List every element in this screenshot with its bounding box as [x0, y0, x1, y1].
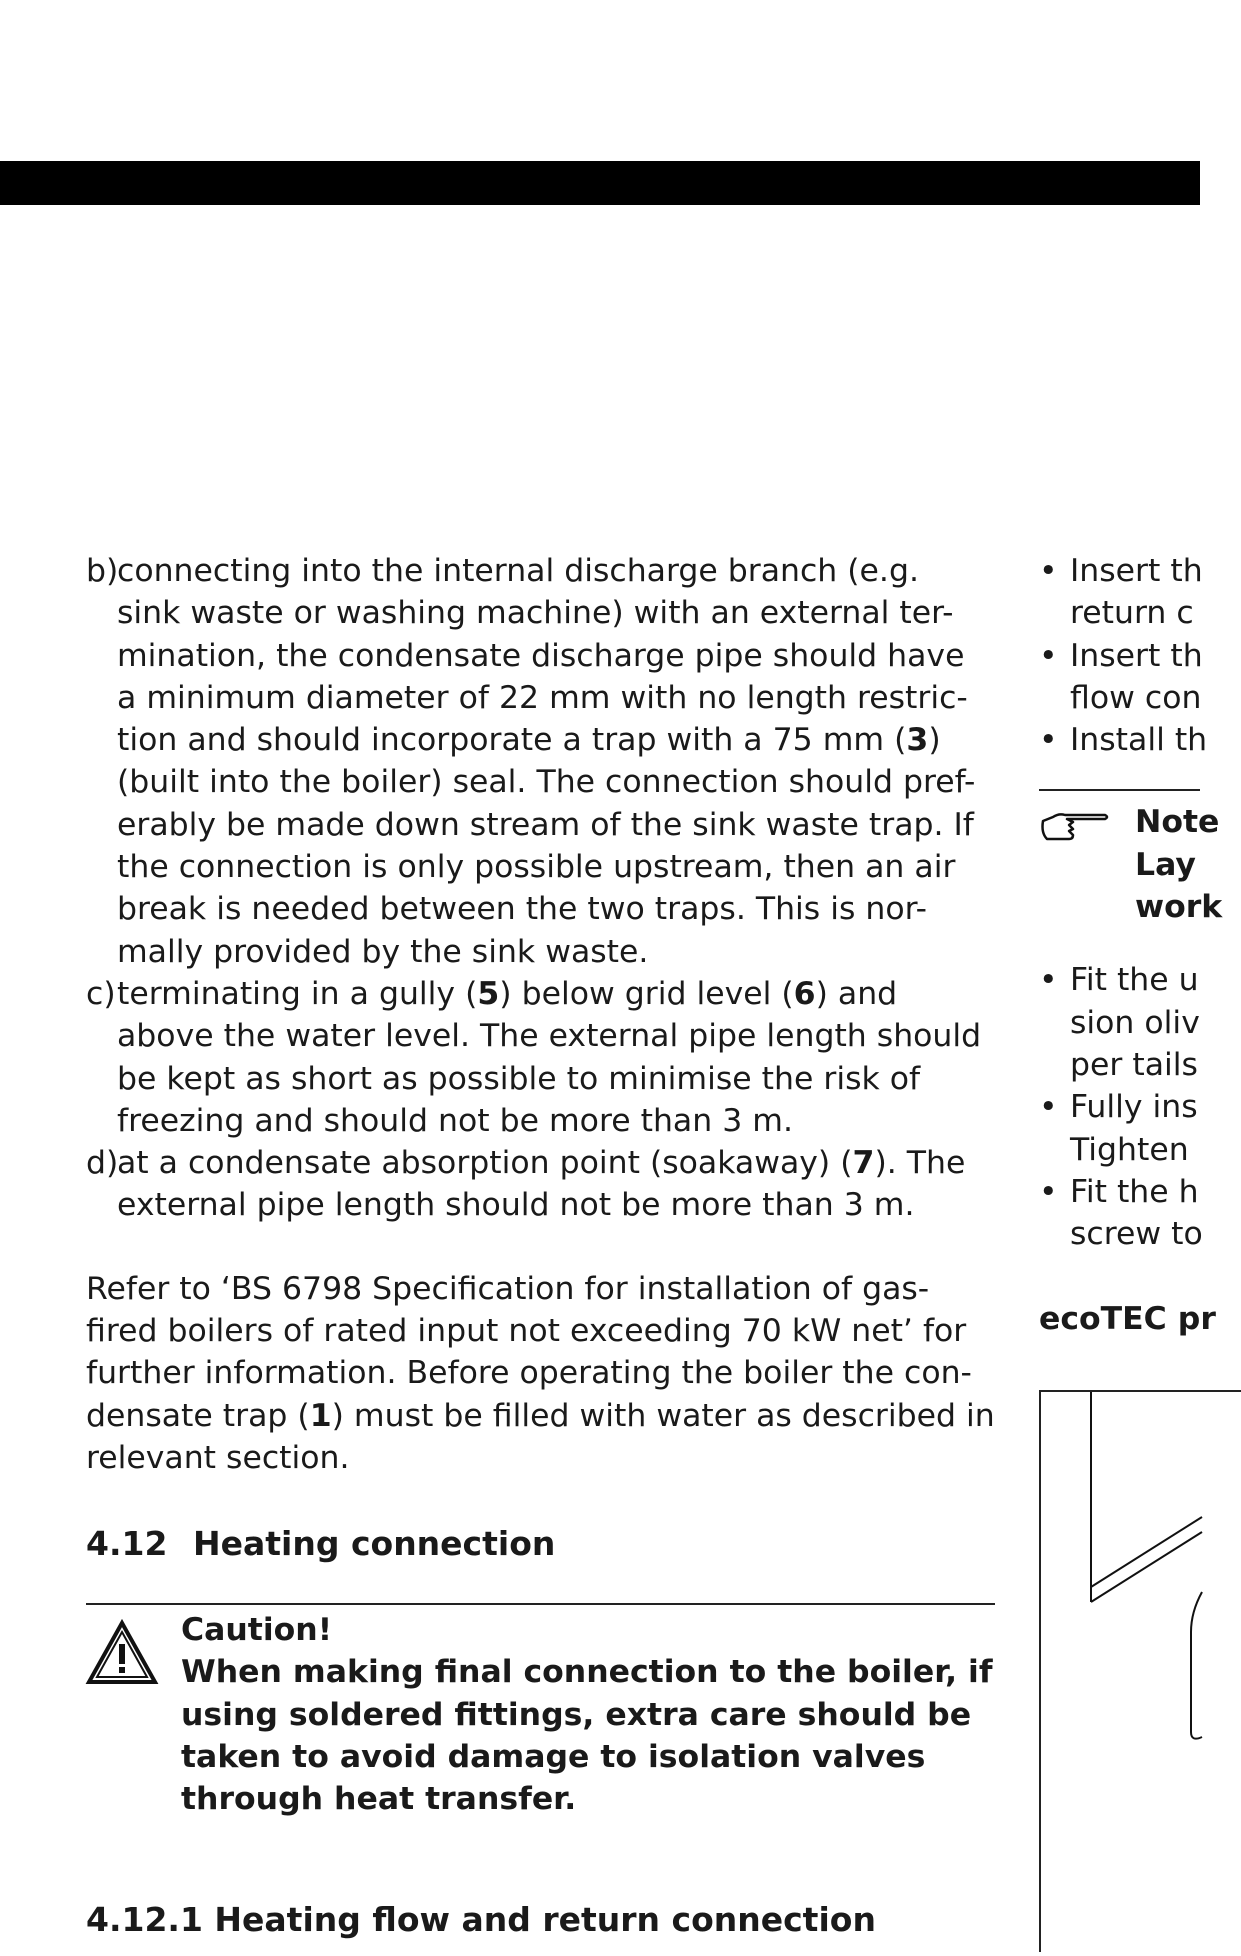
list-item — [1039, 635, 1203, 720]
text-line: at a condensate absorption point (soakaway) (7). The — [117, 1145, 966, 1182]
bullet: • — [1039, 722, 1058, 759]
ref-number: 6 — [793, 975, 816, 1012]
text-line: terminating in a gully (5) below grid level (6) and — [117, 975, 898, 1012]
text-line: Insert th — [1070, 637, 1203, 674]
list-marker: d) — [86, 1145, 119, 1182]
text-line: flow con — [1070, 679, 1202, 716]
refer-paragraph — [86, 1268, 1000, 1479]
figure-frame — [1039, 1390, 1241, 1952]
warning-triangle-icon — [86, 1620, 158, 1686]
text-line: the connection is only possible upstream, then an air — [117, 849, 956, 886]
text-line: Tighten — [1070, 1131, 1189, 1168]
text-line: break is needed between the two traps. This is nor- — [117, 891, 927, 928]
note-line: work — [1135, 889, 1223, 926]
text-line: a minimum diameter of 22 mm with no length restric- — [117, 679, 968, 716]
text-line: relevant section. — [86, 1439, 350, 1476]
header-bar — [0, 161, 1200, 205]
bullet: • — [1039, 1089, 1058, 1126]
text-line: be kept as short as possible to minimise the risk of — [117, 1060, 921, 1097]
list-item — [1039, 1086, 1200, 1171]
ref-number: 5 — [477, 975, 500, 1012]
note-box — [1039, 801, 1223, 929]
caution-line: through heat transfer. — [181, 1781, 577, 1818]
section-divider — [86, 1603, 995, 1605]
note-divider — [1039, 789, 1200, 791]
ref-number: 3 — [906, 722, 929, 759]
list-item — [1039, 719, 1208, 761]
note-line: Lay — [1135, 846, 1196, 883]
caution-box — [181, 1609, 993, 1820]
pointing-hand-icon — [1039, 809, 1111, 845]
list-item-c — [86, 973, 1000, 1142]
text-line: above the water level. The external pipe length should — [117, 1018, 982, 1055]
bullet: • — [1039, 637, 1058, 674]
text-line: freezing and should not be more than 3 m. — [117, 1102, 793, 1139]
text-line: mally provided by the sink waste. — [117, 933, 649, 970]
text-line: Fit the h — [1070, 1173, 1199, 1210]
text-line: sion oliv — [1070, 1004, 1200, 1041]
list-item — [1039, 1171, 1203, 1256]
bullet: • — [1039, 1173, 1058, 1210]
text-line: tion and should incorporate a trap with a 75 mm (3) — [117, 722, 941, 759]
list-item-b — [86, 550, 1000, 973]
figure-heading: ecoTEC pr — [1039, 1300, 1216, 1337]
caution-line: When making final connection to the boiler, if — [181, 1654, 993, 1691]
text-line: densate trap (1) must be filled with water as described in — [86, 1397, 995, 1434]
list-item — [1039, 959, 1200, 1086]
caution-line: using soldered fittings, extra care should be — [181, 1696, 972, 1733]
list-item — [1039, 550, 1203, 635]
list-item-d — [86, 1142, 1000, 1227]
text-line: further information. Before operating the boiler the con- — [86, 1355, 972, 1392]
text-line: Fit the u — [1070, 962, 1199, 999]
left-column — [86, 550, 1000, 1565]
bullet: • — [1039, 962, 1058, 999]
caution-title: Caution! — [181, 1612, 333, 1648]
text-line: per tails — [1070, 1047, 1198, 1084]
text-line: Install th — [1070, 722, 1208, 759]
caution-line: taken to avoid damage to isolation valves — [181, 1738, 926, 1775]
text-line: erably be made down stream of the sink waste trap. If — [117, 806, 974, 843]
text-line: mination, the condensate discharge pipe should have — [117, 637, 965, 674]
text-line: external pipe length should not be more than 3 m. — [117, 1187, 915, 1224]
text-line: (built into the boiler) seal. The connection should pref- — [117, 764, 976, 801]
text-line: sink waste or washing machine) with an external ter- — [117, 595, 954, 632]
text-line: Fully ins — [1070, 1089, 1198, 1126]
section-number: 4.12 — [86, 1524, 168, 1564]
list-marker: b) — [86, 553, 119, 589]
text-line: Refer to ‘BS 6798 Specification for installation of gas- — [86, 1270, 930, 1307]
note-line: Note — [1135, 804, 1220, 841]
subsection-heading: 4.12.1 Heating flow and return connection — [86, 1900, 876, 1939]
section-title: Heating connection — [193, 1524, 556, 1564]
list-marker: c) — [86, 975, 116, 1012]
boiler-illustration — [1041, 1392, 1241, 1952]
text-line: fired boilers of rated input not exceeding 70 kW net’ for — [86, 1313, 967, 1350]
section-heading — [86, 1523, 1000, 1565]
text-line: return c — [1070, 595, 1194, 632]
bullet: • — [1039, 553, 1058, 589]
text-line: screw to — [1070, 1216, 1203, 1253]
ref-number: 1 — [309, 1397, 332, 1434]
text-line: connecting into the internal discharge branch (e.g. — [117, 553, 919, 589]
text-line: Insert th — [1070, 553, 1203, 589]
ref-number: 7 — [852, 1145, 875, 1182]
